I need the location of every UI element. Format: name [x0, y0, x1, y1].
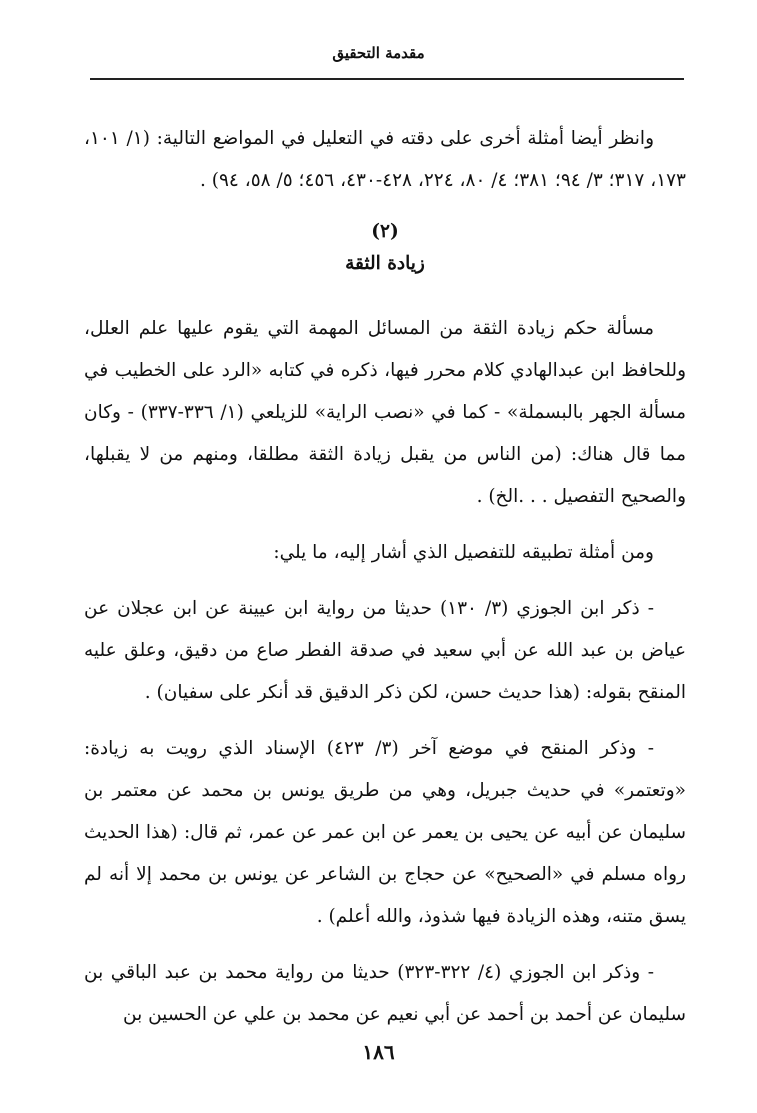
- section-title: زيادة الثقة: [345, 253, 425, 274]
- paragraph-example-3: - وذكر ابن الجوزي (٤/ ٣٢٢-٣٢٣) حديثا من رواية محمد بن عبد الباقي بن سليمان عن أحمد بن أحمد عن أبي نعيم عن محمد بن علي عن الحسين بن: [84, 962, 686, 1025]
- paragraph-ziyadat-thiqa: مسألة حكم زيادة الثقة من المسائل المهمة التي يقوم عليها علم العلل، وللحافظ ابن عبدالهادي كلام محرر فيها، ذكره في كتابه «الرد على الخطيب في مسألة الجهر بالبسملة» - كما في «نصب الراية» للزيلعي (١/ ٣٣٦-٣٣٧) - وكان مما قال هناك: (من الناس من يقبل زيادة الثقة مطلقا، ومنهم من لا يقبلها، والصحيح التفصيل . . .الخ) .: [84, 318, 686, 507]
- paragraph-examples-intro: ومن أمثلة تطبيقه للتفصيل الذي أشار إليه، ما يلي:: [273, 542, 654, 563]
- running-head: مقدمة التحقيق: [332, 44, 425, 62]
- intro-paragraph: وانظر أيضا أمثلة أخرى على دقته في التعليل في المواضع التالية: (١/ ١٠١، ١٧٣، ٣١٧؛ ٣/ ٩٤؛ ٣٨١؛ ٤/ ٨٠، ٢٢٤، ٤٢٨-٤٣٠، ٤٥٦؛ ٥/ ٥٨، ٩٤) .: [84, 128, 686, 191]
- header-divider: [90, 78, 684, 80]
- page-number: ١٨٦: [362, 1040, 395, 1064]
- section-number: (٢): [371, 221, 399, 242]
- paragraph-example-1: - ذكر ابن الجوزي (٣/ ١٣٠) حديثا من رواية ابن عيينة عن ابن عجلان عن عياض بن عبد الله عن أبي سعيد في صدقة الفطر صاع من دقيق، وعلق عليه المنقح بقوله: (هذا حديث حسن، لكن ذكر الدقيق قد أنكر على سفيان) .: [84, 598, 686, 703]
- paragraph-example-2: - وذكر المنقح في موضع آخر (٣/ ٤٢٣) الإسناد الذي رويت به زيادة: «وتعتمر» في حديث جبريل، وهي من طريق يونس بن محمد عن معتمر بن سليمان عن أبيه عن يحيى بن يعمر عن ابن عمر عن عمر، ثم قال: (هذا الحديث رواه مسلم في «الصحيح» عن حجاج بن الشاعر عن يونس بن محمد إلا أنه لم يسق متنه، وهذه الزيادة فيها شذوذ، والله أعلم) .: [84, 738, 686, 927]
- page-body: [84, 118, 686, 1050]
